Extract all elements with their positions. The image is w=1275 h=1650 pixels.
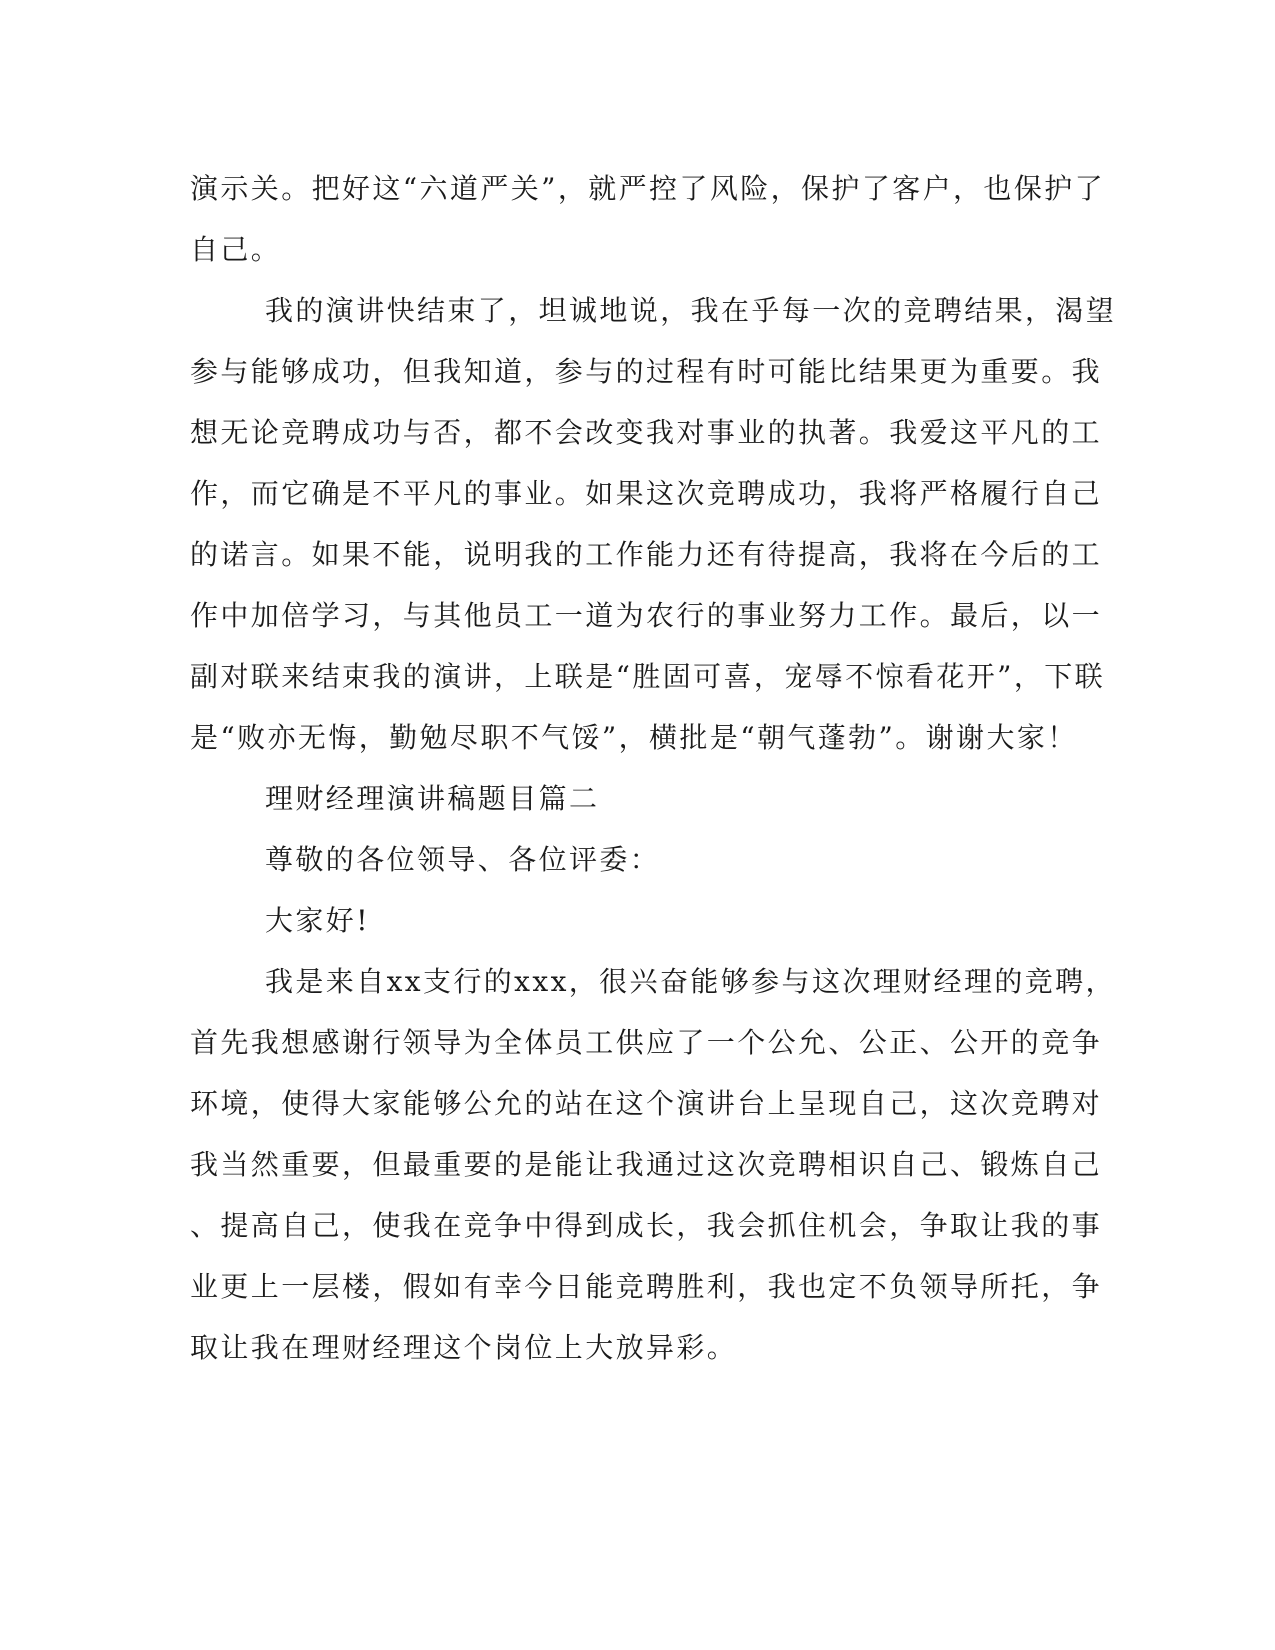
text-line: 的诺言。如果不能，说明我的工作能力还有待提高，我将在今后的工: [190, 538, 1103, 571]
text-line: 首先我想感谢行领导为全体员工供应了一个公允、公正、公开的竞争: [190, 1026, 1103, 1059]
paragraph-start-line: 我的演讲快结束了，坦诚地说，我在乎每一次的竞聘结果，渴望: [265, 294, 1117, 327]
document-body: [190, 158, 1117, 1378]
paragraph-start-line: 我是来自xx支行的xxx，很兴奋能够参与这次理财经理的竞聘，: [265, 965, 1116, 998]
text-line: 演示关。把好这“六道严关”，就严控了风险，保护了客户，也保护了: [190, 172, 1106, 205]
text-line: 想无论竞聘成功与否，都不会改变我对事业的执著。我爱这平凡的工: [190, 416, 1103, 449]
text-line: 自己。: [190, 233, 282, 266]
text-line: 参与能够成功，但我知道，参与的过程有时可能比结果更为重要。我: [190, 355, 1103, 388]
text-line: 环境，使得大家能够公允的站在这个演讲台上呈现自己，这次竞聘对: [190, 1087, 1103, 1120]
text-line: 副对联来结束我的演讲，上联是“胜固可喜，宠辱不惊看花开”，下联: [190, 660, 1106, 693]
text-line: 取让我在理财经理这个岗位上大放异彩。: [190, 1331, 738, 1364]
text-line: 作，而它确是不平凡的事业。如果这次竞聘成功，我将严格履行自己: [190, 477, 1103, 510]
greeting: 大家好!: [265, 904, 370, 937]
section-title: 理财经理演讲稿题目篇二: [265, 782, 600, 815]
text-line: 是“败亦无悔，勤勉尽职不气馁”，横批是“朝气蓬勃”。谢谢大家！: [190, 721, 1078, 754]
text-line: 、提高自己，使我在竞争中得到成长，我会抓住机会，争取让我的事: [190, 1209, 1103, 1242]
text-line: 我当然重要，但最重要的是能让我通过这次竞聘相识自己、锻炼自己: [190, 1148, 1103, 1181]
text-line: 作中加倍学习，与其他员工一道为农行的事业努力工作。最后，以一: [190, 599, 1103, 632]
salutation: 尊敬的各位领导、各位评委：: [265, 843, 661, 876]
text-line: 业更上一层楼，假如有幸今日能竞聘胜利，我也定不负领导所托，争: [190, 1270, 1103, 1303]
